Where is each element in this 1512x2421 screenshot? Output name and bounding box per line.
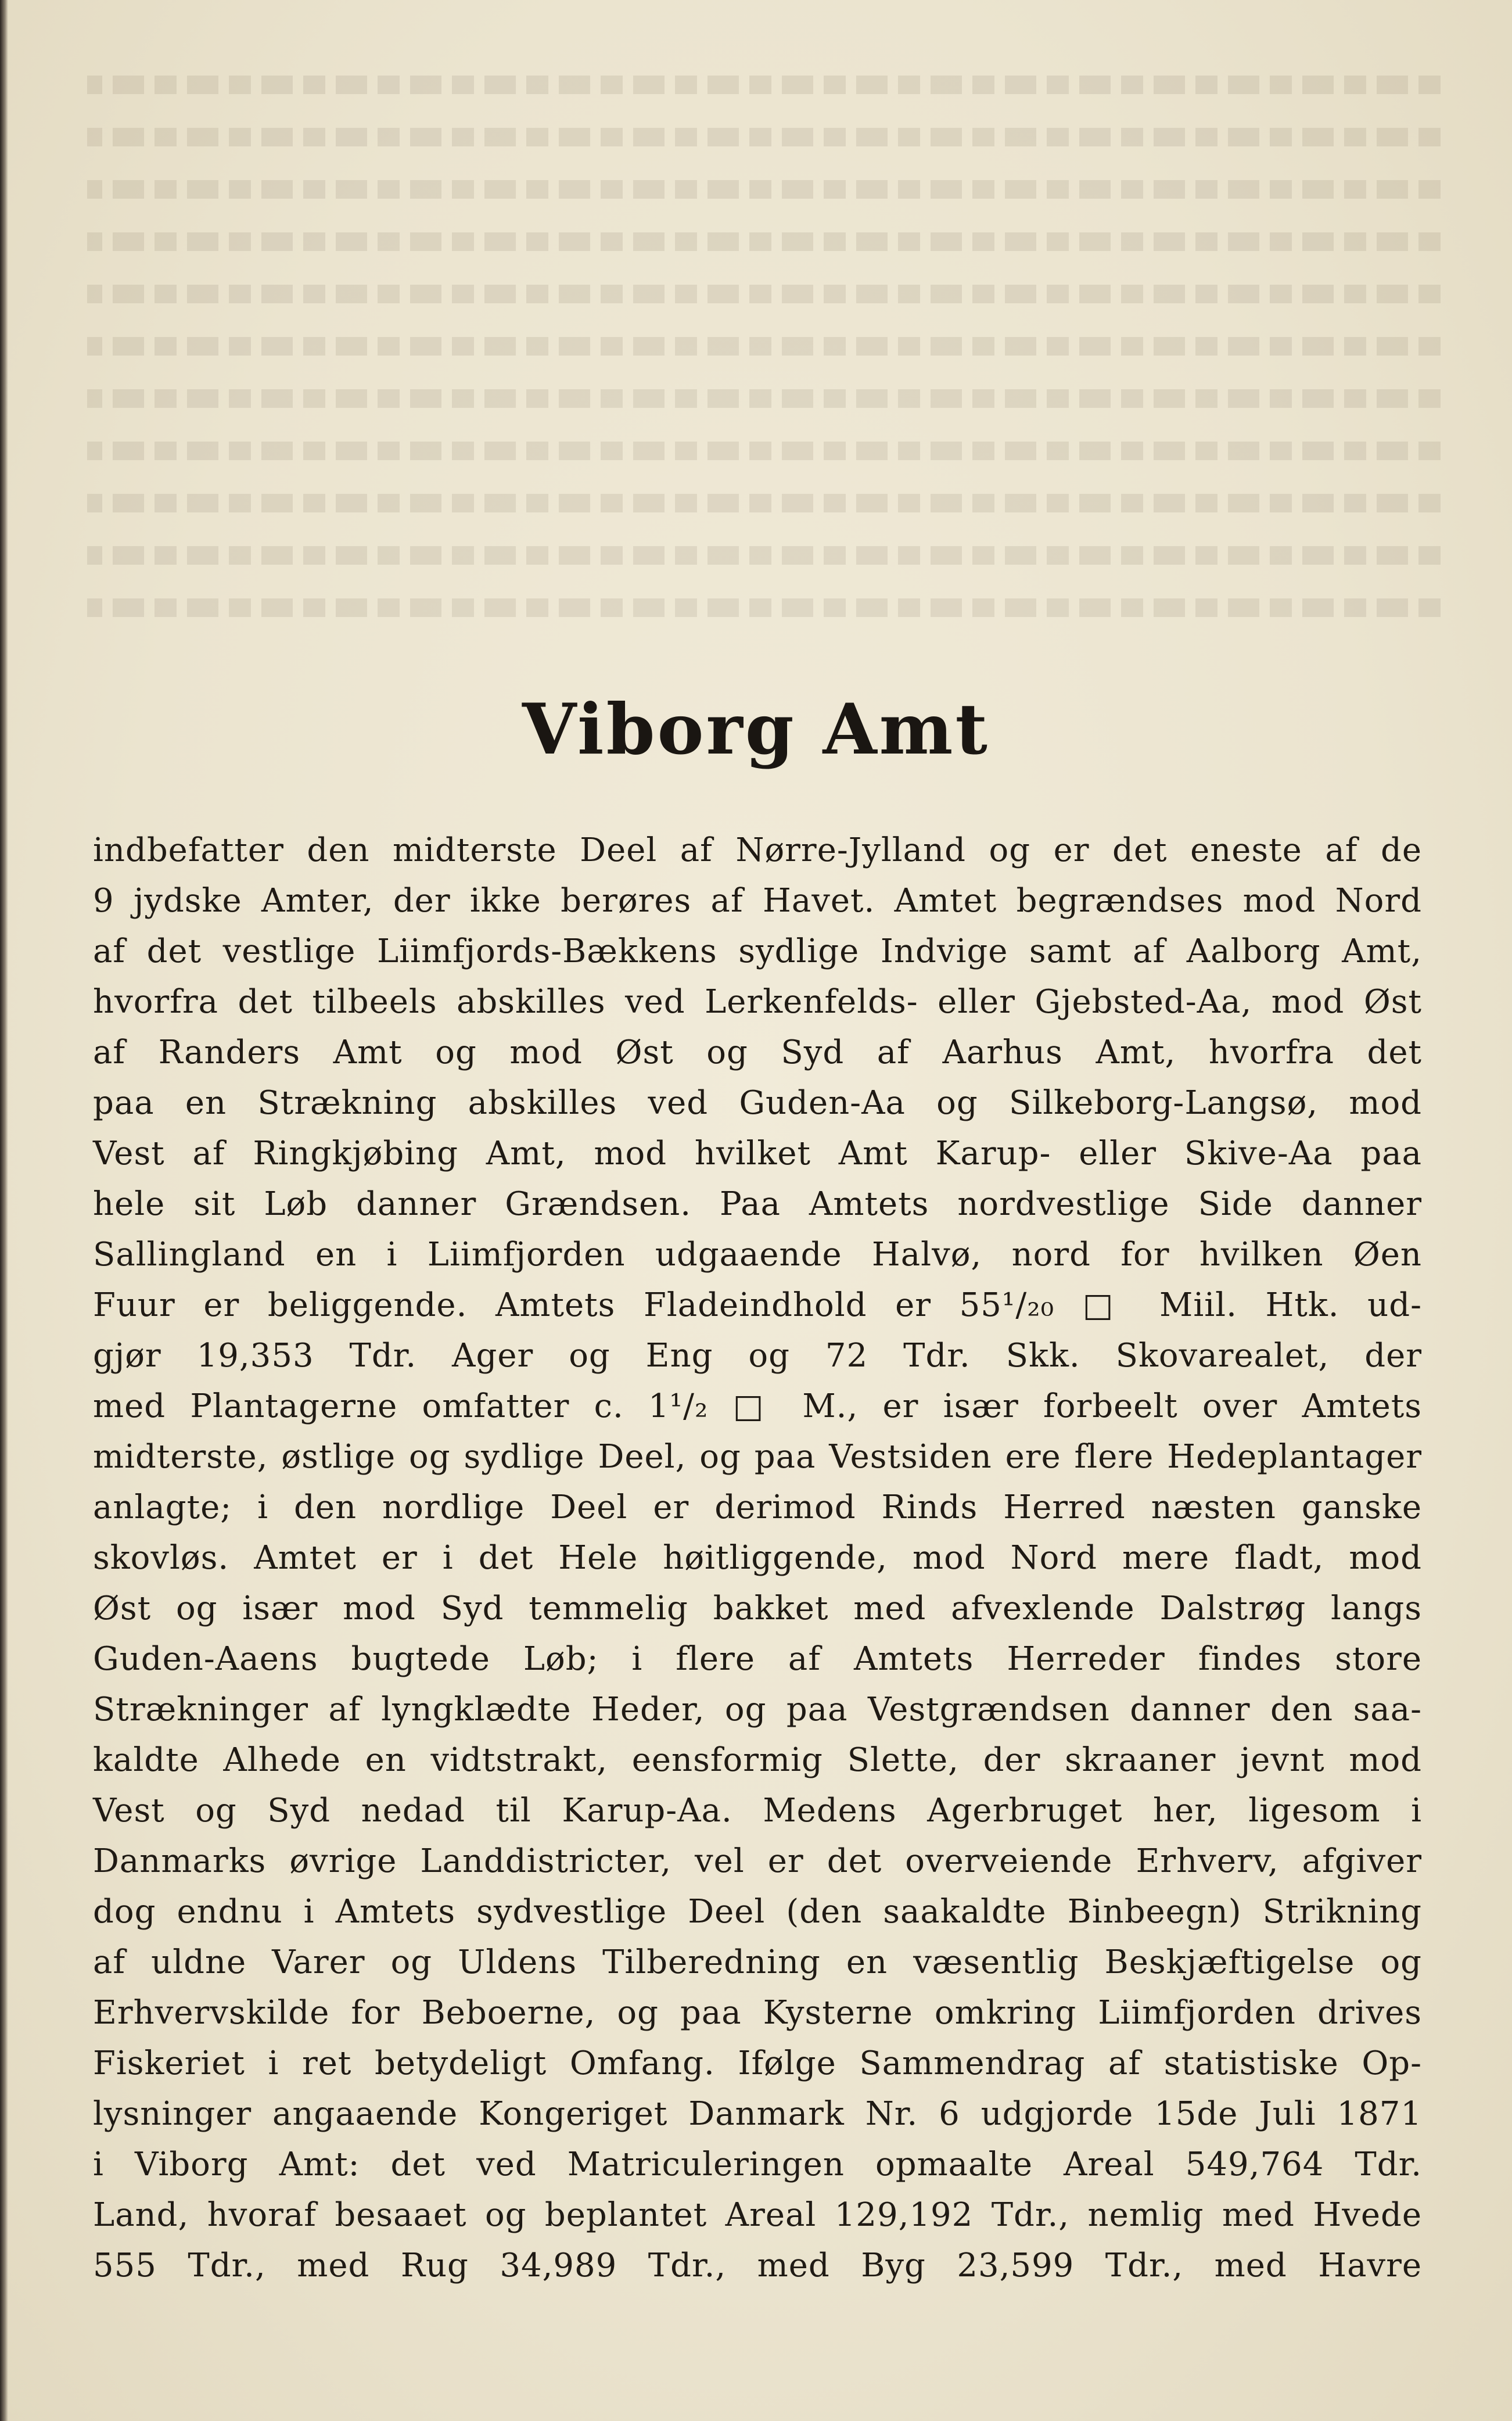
text-line: i Viborg Amt: det ved Matriculeringen opmaalte Areal 549,764 Tdr.	[93, 2146, 1422, 2183]
text-line: Land, hvoraf besaaet og beplantet Areal 129,192 Tdr., nemlig med Hvede	[93, 2196, 1422, 2234]
bleed-through-text	[87, 76, 1441, 657]
text-line: Fiskeriet i ret betydeligt Omfang. Ifølge Sammendrag af statistiske Op-	[93, 2045, 1422, 2082]
text-line: hele sit Løb danner Grændsen. Paa Amtets nordvestlige Side danner	[93, 1185, 1422, 1223]
text-line: 9 jydske Amter, der ikke berøres af Havet. Amtet begrændses mod Nord	[93, 882, 1422, 920]
page-title: Viborg Amt	[522, 688, 990, 770]
text-line: Vest og Syd nedad til Karup-Aa. Medens Agerbruget her, ligesom i	[93, 1792, 1422, 1830]
page-edge-shadow	[0, 0, 8, 2421]
text-line: Sallingland en i Liimfjorden udgaaende Halvø, nord for hvilken Øen	[93, 1236, 1422, 1274]
text-line: Øst og især mod Syd temmelig bakket med afvexlende Dalstrøg langs	[93, 1590, 1422, 1627]
body-paragraph	[93, 825, 1422, 2291]
text-line: indbefatter den midterste Deel af Nørre-Jylland og er det eneste af de	[93, 831, 1422, 869]
text-line: anlagte; i den nordlige Deel er derimod Rinds Herred næsten ganske	[93, 1489, 1422, 1526]
text-line: af uldne Varer og Uldens Tilberedning en væsentlig Beskjæftigelse og	[93, 1943, 1422, 1981]
text-line: dog endnu i Amtets sydvestlige Deel (den saakaldte Binbeegn) Strikning	[93, 1893, 1422, 1931]
text-line: hvorfra det tilbeels abskilles ved Lerkenfelds- eller Gjebsted-Aa, mod Øst	[93, 983, 1422, 1021]
text-line: Erhvervskilde for Beboerne, og paa Kysterne omkring Liimfjorden drives	[93, 1994, 1422, 2032]
text-line: Strækninger af lyngklædte Heder, og paa Vestgrændsen danner den saa-	[93, 1691, 1422, 1728]
text-line: Fuur er beliggende. Amtets Fladeindhold er 55¹/₂₀ □ Miil. Htk. ud-	[93, 1286, 1422, 1324]
text-line: af Randers Amt og mod Øst og Syd af Aarhus Amt, hvorfra det	[93, 1034, 1422, 1071]
text-line: Vest af Ringkjøbing Amt, mod hvilket Amt Karup- eller Skive-Aa paa	[93, 1135, 1422, 1172]
text-line: midterste, østlige og sydlige Deel, og paa Vestsiden ere flere Hedeplantager	[93, 1438, 1422, 1476]
text-line: 555 Tdr., med Rug 34,989 Tdr., med Byg 23,599 Tdr., med Havre	[93, 2247, 1422, 2284]
text-line: paa en Strækning abskilles ved Guden-Aa og Silkeborg-Langsø, mod	[93, 1084, 1422, 1122]
text-line: Guden-Aaens bugtede Løb; i flere af Amtets Herreder findes store	[93, 1640, 1422, 1678]
text-line: Danmarks øvrige Landdistricter, vel er det overveiende Erhverv, afgiver	[93, 1842, 1422, 1880]
text-line: af det vestlige Liimfjords-Bækkens sydlige Indvige samt af Aalborg Amt,	[93, 932, 1422, 970]
text-line: gjør 19,353 Tdr. Ager og Eng og 72 Tdr. Skk. Skovarealet, der	[93, 1337, 1422, 1375]
text-line: med Plantagerne omfatter c. 1¹/₂ □ M., er især forbeelt over Amtets	[93, 1387, 1422, 1425]
text-line: lysninger angaaende Kongeriget Danmark Nr. 6 udgjorde 15de Juli 1871	[93, 2095, 1422, 2133]
text-line: skovløs. Amtet er i det Hele høitliggende, mod Nord mere fladt, mod	[93, 1539, 1422, 1577]
text-line: kaldte Alhede en vidtstrakt, eensformig Slette, der skraaner jevnt mod	[93, 1741, 1422, 1779]
